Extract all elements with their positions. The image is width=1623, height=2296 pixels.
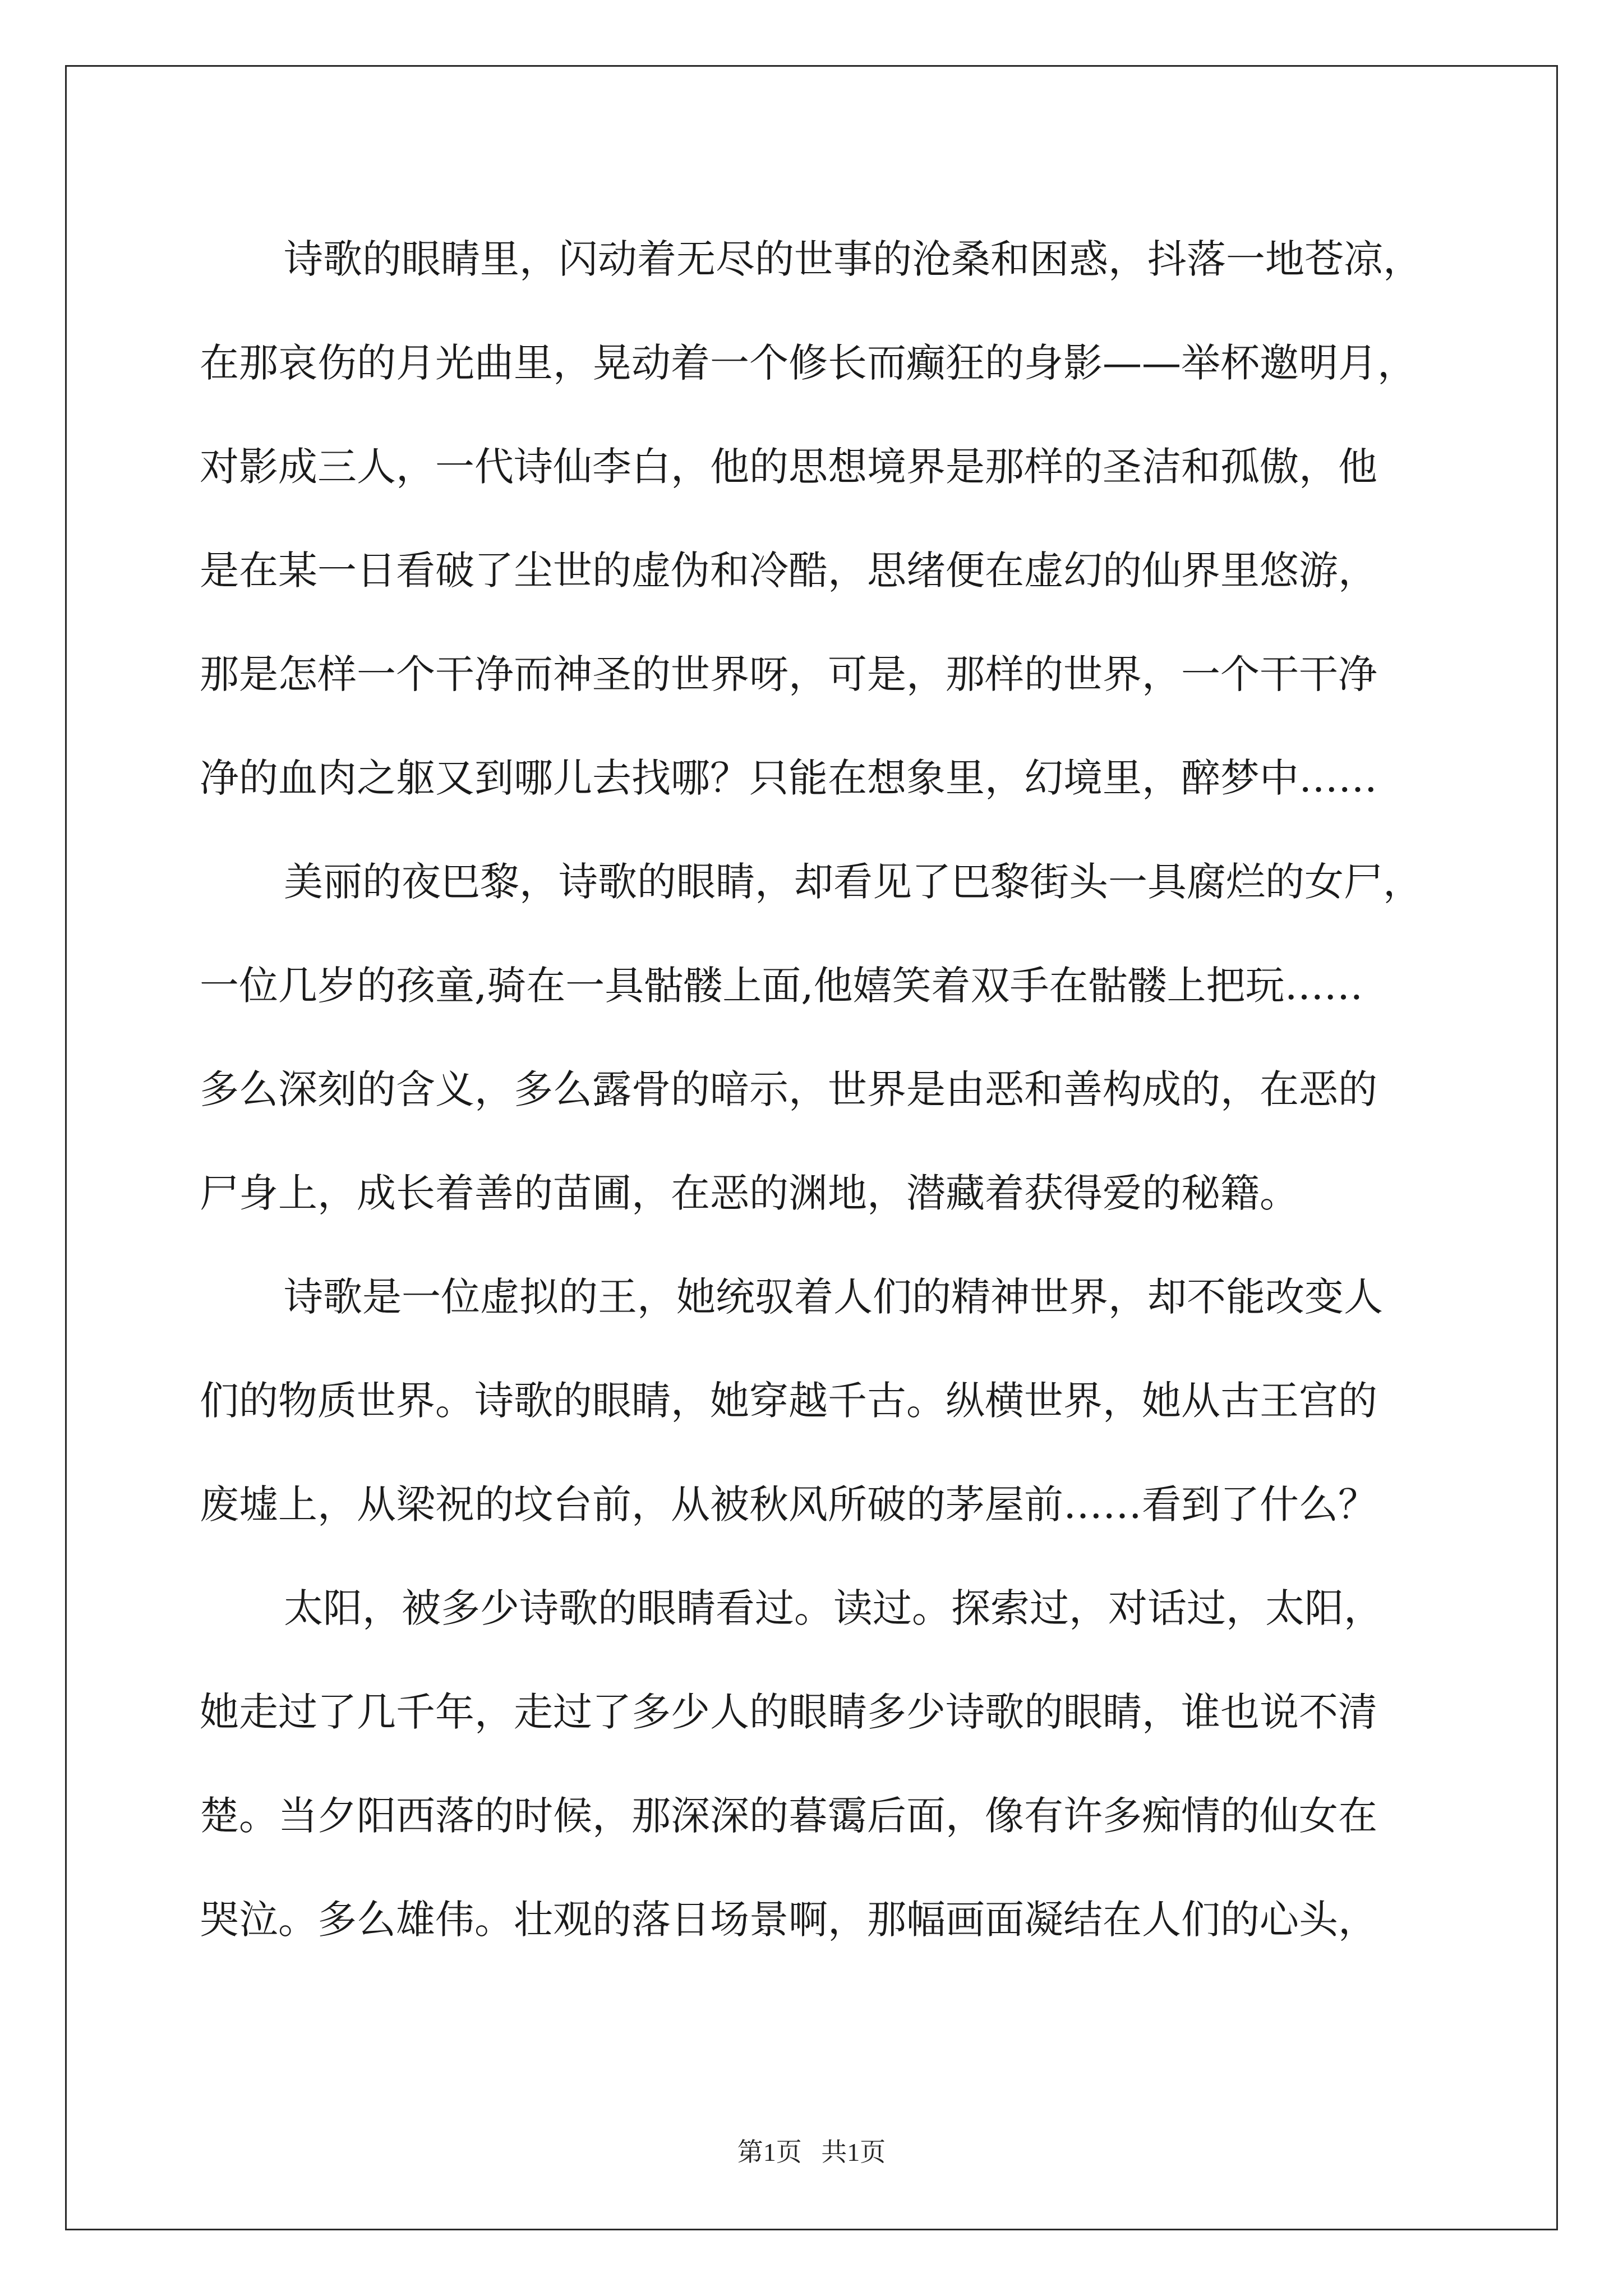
text-line: 们的物质世界。诗歌的眼睛，她穿越千古。纵横世界，她从古王宫的: [200, 1378, 1377, 1424]
text-line: 哭泣。多么雄伟。壮观的落日场景啊，那幅画面凝结在人们的心头，: [200, 1897, 1377, 1943]
text-line: 诗歌的眼睛里，闪动着无尽的世事的沧桑和困惑，抖落一地苍凉，: [284, 236, 1422, 282]
text-line: 那是怎样一个干净而神圣的世界呀，可是，那样的世界，一个干干净: [200, 651, 1377, 697]
text-line: 是在某一日看破了尘世的虚伪和冷酷，思绪便在虚幻的仙界里悠游，: [200, 547, 1377, 593]
text-line: 一位几岁的孩童,骑在一具骷髅上面,他嬉笑着双手在骷髅上把玩……: [200, 963, 1363, 1009]
text-line: 尸身上，成长着善的苗圃，在恶的渊地，潜藏着获得爱的秘籍。: [200, 1170, 1299, 1216]
text-line: 太阳，被多少诗歌的眼睛看过。读过。探索过，对话过，太阳，: [284, 1585, 1383, 1631]
text-line: 美丽的夜巴黎，诗歌的眼睛，却看见了巴黎街头一具腐烂的女尸，: [284, 859, 1422, 905]
text-line: 多么深刻的含义，多么露骨的暗示，世界是由恶和善构成的，在恶的: [200, 1066, 1377, 1112]
text-line: 楚。当夕阳西落的时候，那深深的暮霭后面，像有许多痴情的仙女在: [200, 1793, 1377, 1839]
page-number-footer: 第1页 共1页: [737, 2138, 886, 2166]
document-body: [200, 208, 1450, 1972]
text-line: 诗歌是一位虚拟的王，她统驭着人们的精神世界，却不能改变人: [284, 1274, 1383, 1320]
text-line: 净的血肉之躯又到哪儿去找哪？只能在想象里，幻境里，醉梦中……: [200, 755, 1377, 801]
text-line: 她走过了几千年，走过了多少人的眼睛多少诗歌的眼睛，谁也说不清: [200, 1689, 1377, 1735]
text-line: 在那哀伤的月光曲里，晃动着一个修长而癫狂的身影——举杯邀明月，: [200, 340, 1417, 386]
text-line: 对影成三人，一代诗仙李白，他的思想境界是那样的圣洁和孤傲，他: [200, 444, 1377, 490]
text-line: 废墟上，从梁祝的坟台前，从被秋风所破的茅屋前……看到了什么？: [200, 1481, 1377, 1527]
